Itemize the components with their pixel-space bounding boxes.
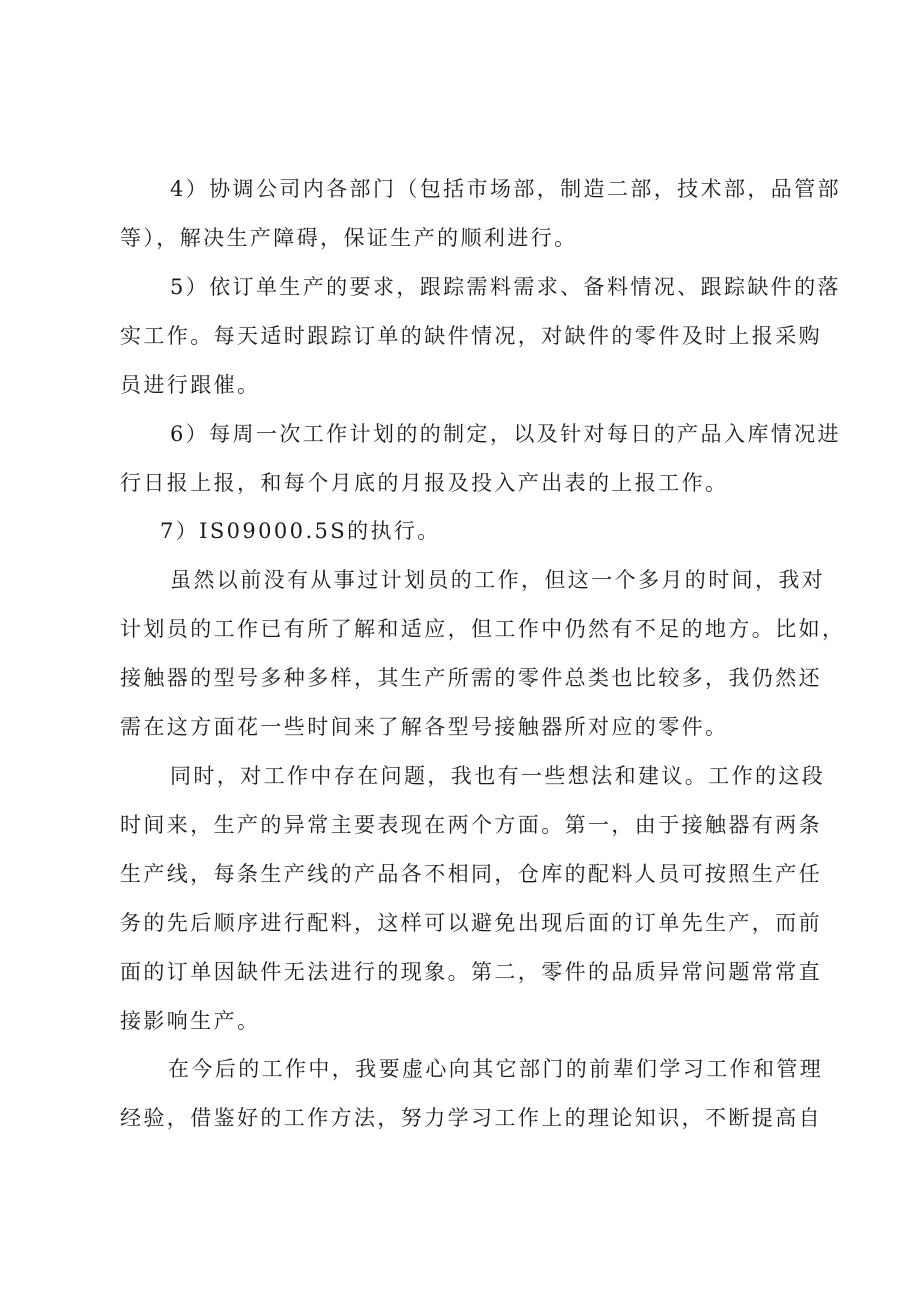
para3-line1: 在今后的工作中，我要虚心向其它部门的前辈们学习工作和管理 [168, 1057, 824, 1081]
para2-line4: 务的先后顺序进行配料，这样可以避免出现后面的订单先生产，而前 [120, 911, 822, 935]
para2-line3: 生产线，每条生产线的产品各不相同，仓库的配料人员可按照生产任 [120, 862, 822, 886]
item5-line1: 5）依订单生产的要求，跟踪需料需求、备料情况、跟踪缺件的落 [170, 275, 841, 299]
item7-line1: 7）IS09000.5S的执行。 [160, 519, 441, 543]
item4-line2: 等），解决生产障碍，保证生产的顺利进行。 [120, 226, 578, 250]
item5-line3: 员进行跟催。 [120, 373, 261, 397]
para2-line5: 面的订单因缺件无法进行的现象。第二，零件的品质异常问题常常直 [120, 960, 822, 984]
item4-line1: 4）协调公司内各部门（包括市场部，制造二部，技术部，品管部 [170, 177, 841, 201]
para1-line3: 接触器的型号多种多样，其生产所需的零件总类也比较多，我仍然还 [120, 666, 822, 690]
item6-line1: 6）每周一次工作计划的的制定，以及针对每日的产品入库情况进 [170, 422, 841, 446]
para1-line1: 虽然以前没有从事过计划员的工作，但这一个多月的时间，我对 [170, 568, 826, 592]
para2-line1: 同时，对工作中存在问题，我也有一些想法和建议。工作的这段 [170, 764, 826, 788]
para2-line6: 接影响生产。 [120, 1009, 261, 1033]
para1-line2: 计划员的工作已有所了解和适应，但工作中仍然有不足的地方。比如， [120, 617, 846, 641]
item6-line2: 行日报上报，和每个月底的月报及投入产出表的上报工作。 [120, 471, 729, 495]
para2-line2: 时间来，生产的异常主要表现在两个方面。第一，由于接触器有两条 [120, 813, 822, 837]
item5-line2: 实工作。每天适时跟踪订单的缺件情况，对缺件的零件及时上报采购 [120, 324, 822, 348]
para1-line4: 需在这方面花一些时间来了解各型号接触器所对应的零件。 [120, 715, 729, 739]
para3-line2: 经验，借鉴好的工作方法，努力学习工作上的理论知识，不断提高自 [120, 1106, 822, 1130]
